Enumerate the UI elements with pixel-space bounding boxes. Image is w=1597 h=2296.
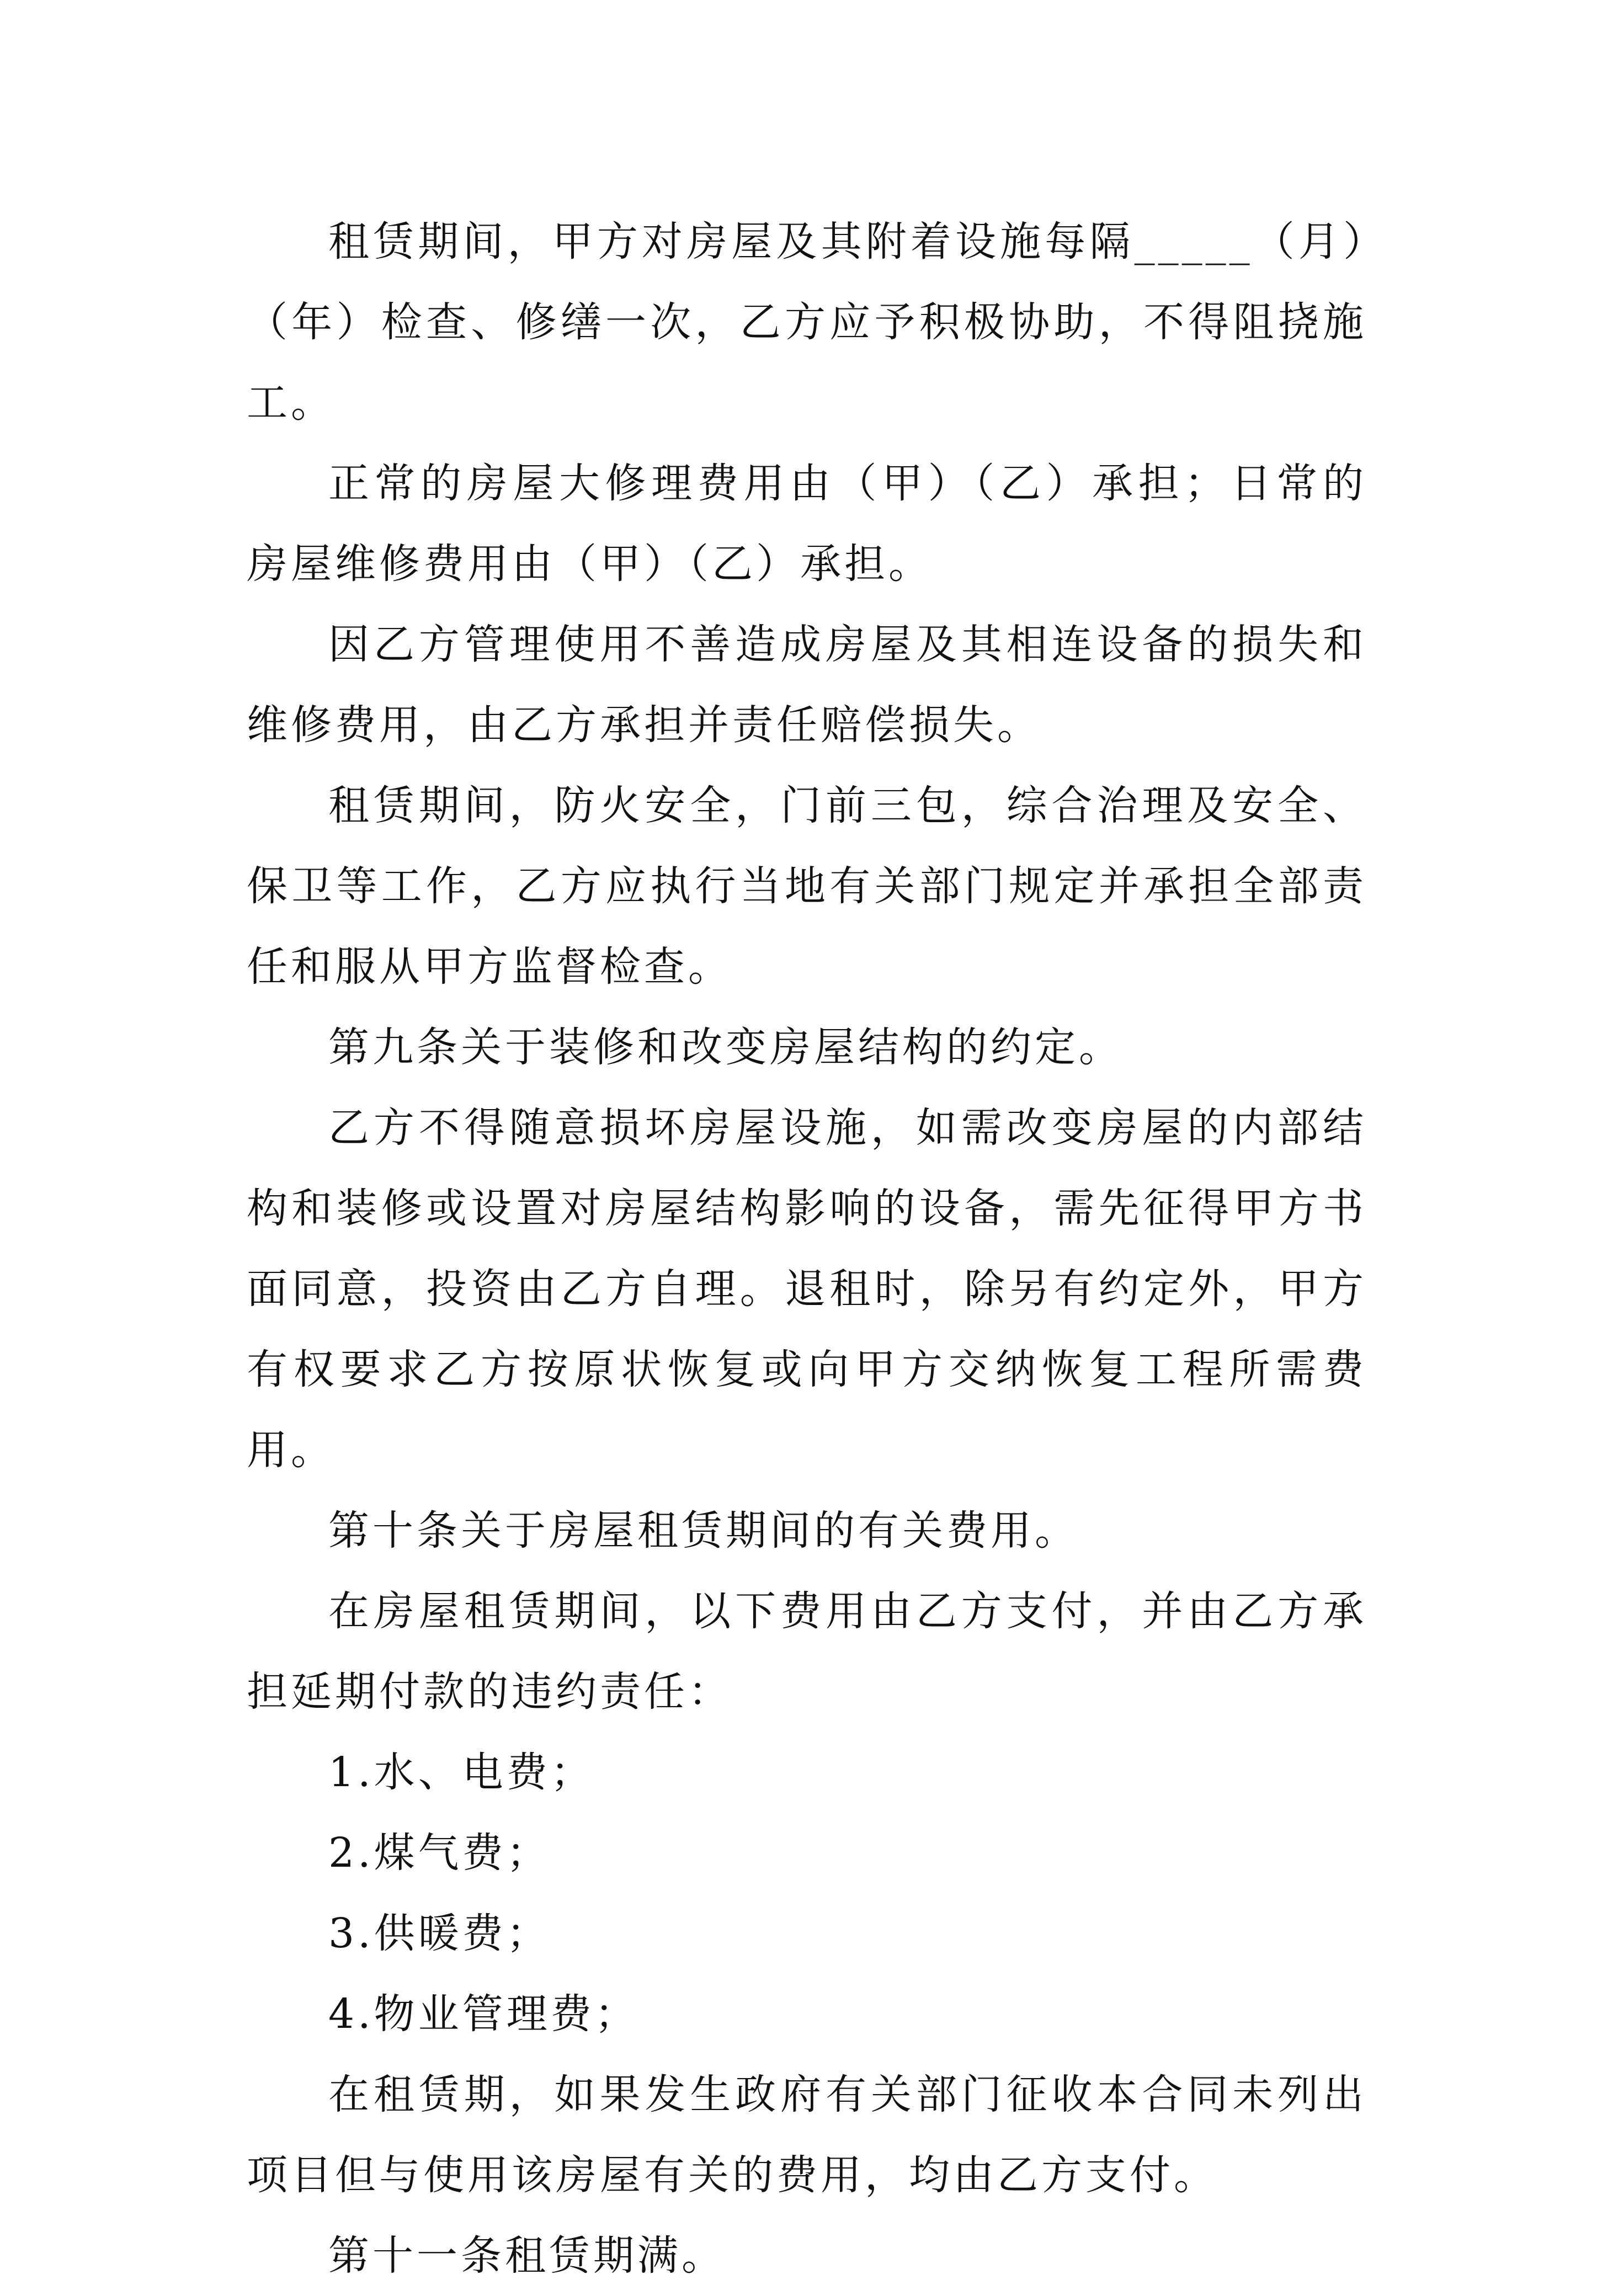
- article-10-heading: 第十条关于房屋租赁期间的有关费用。: [328, 1507, 1079, 1554]
- list-item-gas: 2.煤气费；: [328, 1829, 551, 1877]
- paragraph-government-fees: 在租赁期，如果发生政府有关部门征收本合同未列出项目但与使用该房屋有关的费用，均由乙方支付。: [247, 2071, 1367, 2199]
- paragraph-fees-intro: 在房屋租赁期间，以下费用由乙方支付，并由乙方承担延期付款的违约责任：: [247, 1588, 1367, 1716]
- paragraph-inspection-repair: 租赁期间，甲方对房屋及其附着设施每隔_____（月）（年）检查、修缮一次，乙方应予积极协助，不得阻挠施工。: [247, 218, 1367, 427]
- list-item-property-management: 4.物业管理费；: [328, 1990, 639, 2038]
- list-item-utilities: 1.水、电费；: [328, 1749, 595, 1796]
- paragraph-renovation-rules: 乙方不得随意损坏房屋设施，如需改变房屋的内部结构和装修或设置对房屋结构影响的设备，需先征得甲方书面同意，投资由乙方自理。退租时，除另有约定外，甲方有权要求乙方按原状恢复或向甲方交纳恢复工程所需费用。: [247, 1104, 1367, 1474]
- article-11-heading: 第十一条租赁期满。: [328, 2232, 726, 2279]
- list-item-heating: 3.供暖费；: [328, 1910, 551, 1957]
- paragraph-damage-liability: 因乙方管理使用不善造成房屋及其相连设备的损失和维修费用，由乙方承担并责任赔偿损失。: [247, 621, 1367, 749]
- paragraph-safety-duties: 租赁期间，防火安全，门前三包，综合治理及安全、保卫等工作，乙方应执行当地有关部门规定并承担全部责任和服从甲方监督检查。: [247, 782, 1367, 990]
- article-9-heading: 第九条关于装修和改变房屋结构的约定。: [328, 1024, 1123, 1071]
- document-body: [247, 201, 1367, 2296]
- paragraph-repair-costs: 正常的房屋大修理费用由（甲）（乙）承担；日常的房屋维修费用由（甲）（乙）承担。: [247, 460, 1367, 588]
